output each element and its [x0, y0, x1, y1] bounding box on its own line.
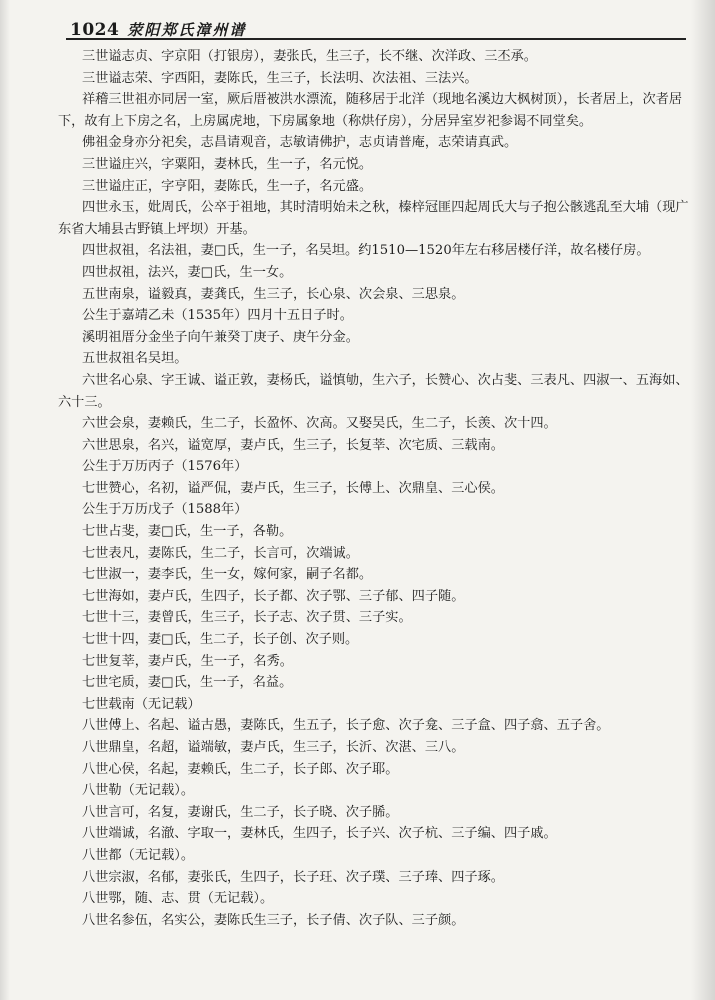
genealogy-paragraph: 公生于万历戊子（1588年） — [82, 502, 248, 518]
genealogy-paragraph: 公生于嘉靖乙未（1535年）四月十五日子时。 — [82, 308, 353, 324]
genealogy-paragraph: 六世思泉，名兴，谥宽厚，妻卢氏，生三子，长复莘、次宅质、三载南。 — [82, 437, 504, 453]
genealogy-paragraph: 七世赞心，名初，谥严侃，妻卢氏，生三子，长傅上、次鼎皇、三心侯。 — [82, 480, 504, 496]
genealogy-paragraph: 七世宅质，妻□氏，生一子，名益。 — [82, 675, 293, 691]
genealogy-text — [58, 46, 690, 931]
genealogy-paragraph: 七世载南（无记载） — [82, 696, 201, 712]
genealogy-paragraph: 八世勒（无记载）。 — [82, 783, 195, 799]
genealogy-paragraph: 七世海如，妻卢氏，生四子，长子都、次子鄂、三子郁、四子随。 — [82, 588, 465, 604]
genealogy-paragraph: 溪明祖厝分金坐子向午兼癸丁庚子、庚午分金。 — [82, 329, 359, 345]
genealogy-paragraph: 祥稽三世祖亦同居一室，厥后厝被洪水漂流，随移居于北洋（现地名溪边大枫树顶），长者居上，次者居下，故有上下房之名，上房属虎地，下房属象地（称烘仔房），分居异室岁祀参谒不同堂矣。 — [58, 92, 683, 129]
genealogy-paragraph: 八世心侯，名起，妻赖氏，生二子，长子郎、次子耶。 — [82, 761, 399, 777]
genealogy-paragraph: 八世宗淑，名郁，妻张氏，生四子，长子玨、次子璞、三子琫、四子琢。 — [82, 869, 504, 885]
genealogy-paragraph: 七世十三，妻曾氏，生三子，长子志、次子贯、三子实。 — [82, 610, 412, 626]
genealogy-paragraph: 七世表凡，妻陈氏，生二子，长言可，次端诚。 — [82, 545, 359, 561]
genealogy-paragraph: 八世名参伍，名实公，妻陈氏生三子，长子倩、次子队、三子颜。 — [82, 912, 465, 928]
header-rule — [66, 38, 686, 40]
genealogy-paragraph: 三世谥志贞、字京阳（打银房），妻张氏，生三子，长不继、次洋政、三丕承。 — [82, 49, 537, 64]
genealogy-paragraph: 七世淑一，妻李氏，生一女，嫁何家，嗣子名都。 — [82, 567, 373, 583]
genealogy-paragraph: 六世会泉，妻赖氏，生二子，长盈怀、次高。又娶吴氏，生二子，长羡、次十四。 — [82, 416, 557, 432]
genealogy-paragraph: 四世叔祖，法兴，妻□氏，生一女。 — [82, 264, 293, 280]
genealogy-paragraph: 八世傅上、名起、谥古愚，妻陈氏，生五子，长子愈、次子龛、三子盒、四子翕、五子舍。 — [82, 718, 610, 734]
genealogy-paragraph: 八世言可，名复，妻谢氏，生二子，长子晓、次子脪。 — [82, 804, 399, 820]
genealogy-paragraph: 八世端诚，名澈、字取一，妻林氏，生四子，长子兴、次子杭、三子编、四子戚。 — [82, 826, 557, 842]
genealogy-paragraph: 七世复莘，妻卢氏，生一子，名秀。 — [82, 653, 293, 669]
genealogy-paragraph: 公生于万历丙子（1576年） — [82, 459, 248, 475]
genealogy-paragraph: 三世谥志荣、字西阳，妻陈氏，生三子，长法明、次法祖、三法兴。 — [82, 70, 478, 86]
genealogy-paragraph: 三世谥庄兴，字粟阳，妻林氏，生一子，名元悦。 — [82, 156, 373, 172]
scan-shadow-left — [0, 0, 10, 1000]
genealogy-paragraph: 五世叔祖名吴坦。 — [82, 351, 188, 367]
genealogy-paragraph: 佛祖金身亦分祀矣，志昌请观音，志敏请佛护，志贞请普庵，志荣请真武。 — [82, 135, 518, 151]
page-header — [70, 6, 670, 40]
genealogy-paragraph: 五世南泉，谥毅真，妻龚氏，生三子，长心泉、次会泉、三思泉。 — [82, 286, 465, 302]
genealogy-paragraph: 七世十四，妻□氏，生二子，长子创、次子则。 — [82, 632, 359, 648]
genealogy-paragraph: 三世谥庄正，字亨阳，妻陈氏，生一子，名元盛。 — [82, 178, 373, 194]
genealogy-paragraph: 四世叔祖，名法祖，妻□氏，生一子，名吴坦。约1510—1520年左右移居楼仔洋，故名楼仔房。 — [82, 243, 650, 259]
running-title: 荥阳郑氏漳州谱 — [127, 21, 247, 39]
genealogy-paragraph: 七世占斐，妻□氏，生一子，各勒。 — [82, 524, 293, 540]
genealogy-paragraph: 四世永玉，妣周氏，公卒于祖地，其时清明始未之秋，榛梓冠匪四起周氏大与子抱公骸逃乱至大埔（现广东省大埔县古野镇上坪坝）开基。 — [58, 200, 689, 237]
genealogy-paragraph: 八世都（无记载）。 — [82, 847, 195, 863]
genealogy-paragraph: 八世鄂，随、志、贯（无记载）。 — [82, 891, 274, 907]
genealogy-paragraph: 六世名心泉、字王诚、谥正敦，妻杨氏，谥慎劬，生六子，长赞心、次占斐、三表凡、四淑一、五海如、六十三。 — [58, 372, 689, 410]
genealogy-paragraph: 八世鼎皇，名超，谥端敏，妻卢氏，生三子，长沂、次湛、三八。 — [82, 740, 465, 755]
page-number: 1024 — [70, 20, 120, 40]
scan-shadow-right — [691, 0, 715, 1000]
